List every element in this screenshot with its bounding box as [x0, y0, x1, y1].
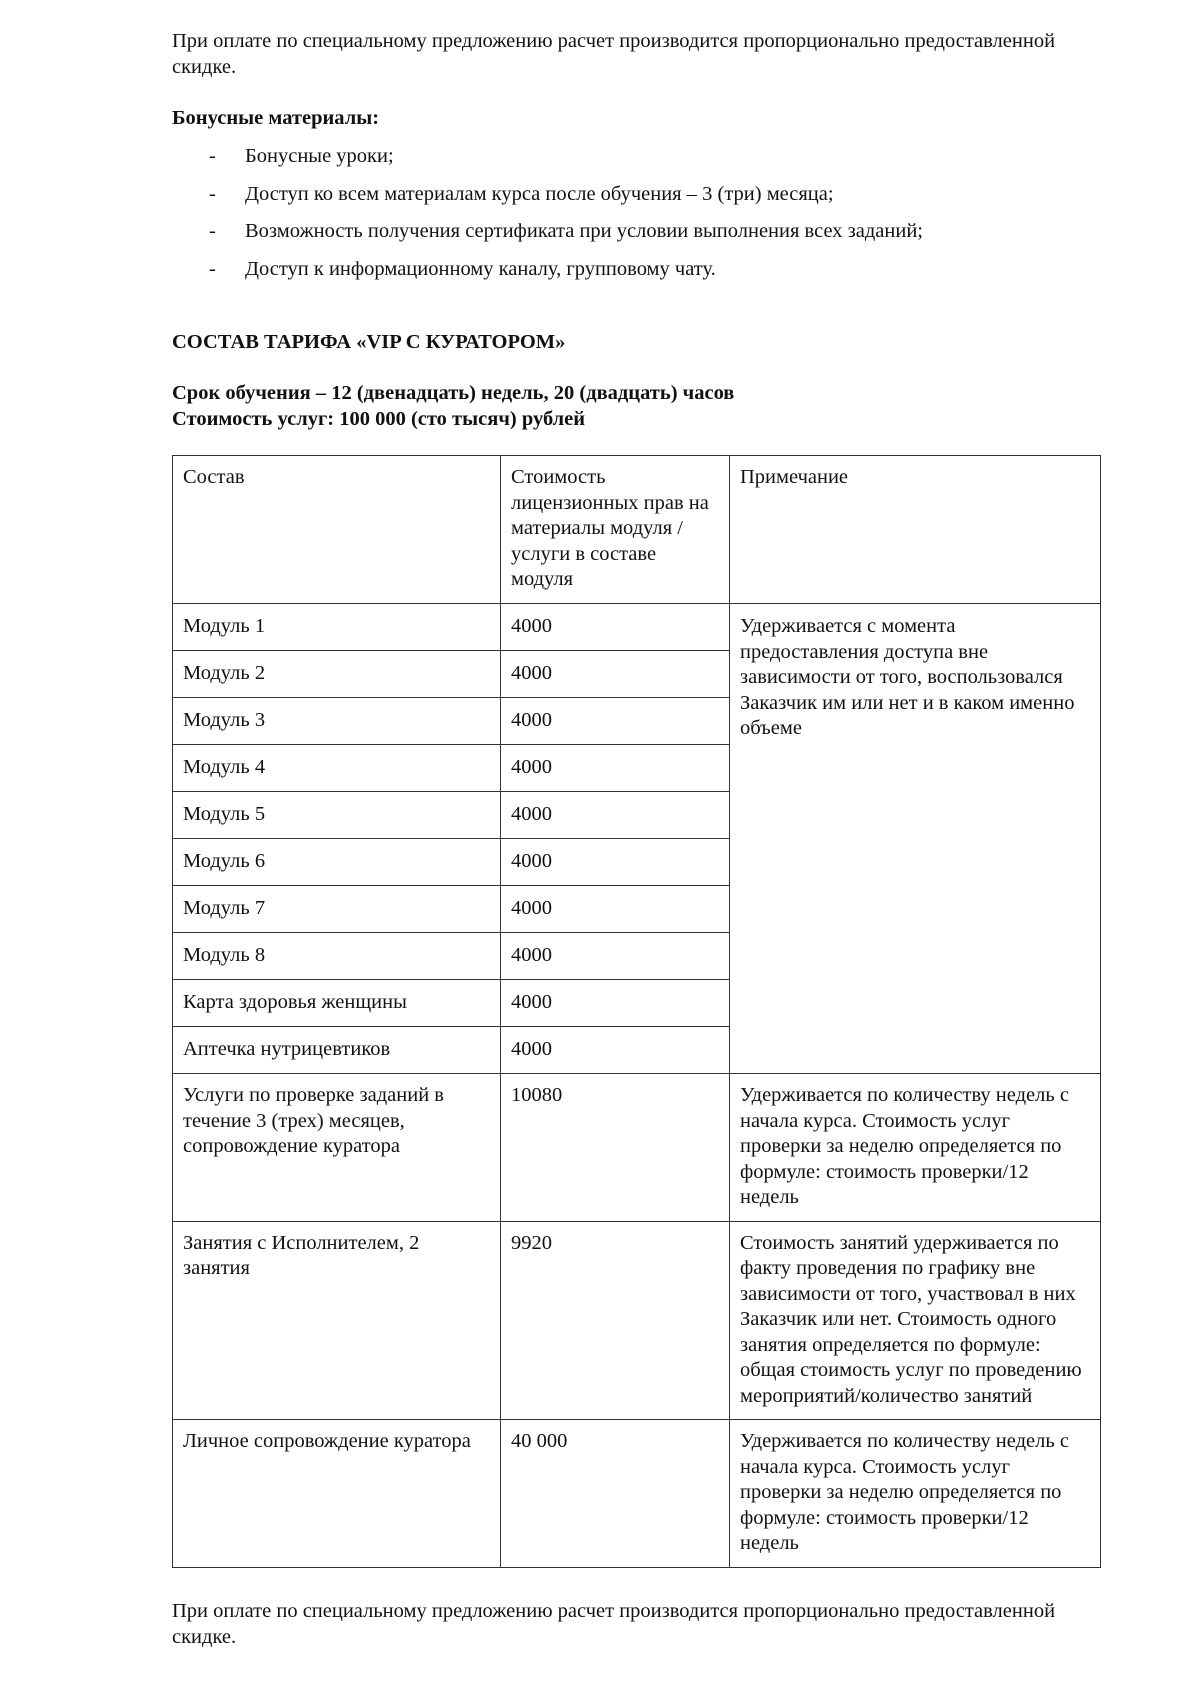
row-cost: 4000	[501, 1027, 730, 1074]
row-name: Карта здоровья женщины	[173, 980, 501, 1027]
row-cost: 4000	[501, 886, 730, 933]
row-cost: 4000	[501, 839, 730, 886]
row-name: Модуль 5	[173, 792, 501, 839]
row-cost: 40 000	[501, 1420, 730, 1568]
row-cost: 4000	[501, 651, 730, 698]
table-row-service	[173, 1221, 1101, 1420]
tariff-table	[172, 455, 1101, 1568]
header-composition: Состав	[173, 456, 501, 604]
intro-note: При оплате по специальному предложению расчет производится пропорционально предоставленной скидке.	[172, 30, 1056, 78]
table-row-service	[173, 1074, 1101, 1222]
table-row-service	[173, 1420, 1101, 1568]
row-note: Удерживается по количеству недель с начала курса. Стоимость услуг проверки за неделю определяется по формуле: стоимость проверки/12 недель	[730, 1074, 1101, 1222]
row-name: Модуль 8	[173, 933, 501, 980]
bonus-item-text: Доступ ко всем материалам курса после обучения – 3 (три) месяца;	[245, 182, 834, 205]
row-cost: 10080	[501, 1074, 730, 1222]
row-cost: 4000	[501, 698, 730, 745]
row-cost: 9920	[501, 1221, 730, 1420]
row-cost: 4000	[501, 792, 730, 839]
tariff-price: Стоимость услуг: 100 000 (сто тысяч) рублей	[172, 408, 586, 430]
bullet-dash: -	[209, 182, 216, 205]
row-name: Модуль 2	[173, 651, 501, 698]
bonus-item	[172, 181, 1102, 219]
document-page	[172, 28, 1102, 1650]
table-header-row	[173, 456, 1101, 604]
row-cost: 4000	[501, 980, 730, 1027]
bonus-item-text: Доступ к информационному каналу, групповому чату.	[245, 257, 716, 280]
header-cost: Стоимость лицензионных прав на материалы модуля / услуги в составе модуля	[501, 456, 730, 604]
row-cost: 4000	[501, 933, 730, 980]
header-note: Примечание	[730, 456, 1101, 604]
footer-note: При оплате по специальному предложению расчет производится пропорционально предоставленной скидке.	[172, 1599, 1056, 1648]
tariff-duration: Срок обучения – 12 (двенадцать) недель, 20 (двадцать) часов	[172, 382, 735, 404]
bullet-dash: -	[209, 145, 216, 167]
bonus-item-text: Возможность получения сертификата при условии выполнения всех заданий;	[245, 220, 924, 242]
bonus-item	[172, 256, 1102, 294]
tariff-title: СОСТАВ ТАРИФА «VIP С КУРАТОРОМ»	[172, 331, 566, 353]
bonus-item	[172, 143, 1102, 181]
row-name: Аптечка нутрицевтиков	[173, 1027, 501, 1074]
bullet-dash: -	[209, 257, 216, 280]
bonus-item-text: Бонусные уроки;	[245, 145, 394, 167]
row-name: Модуль 7	[173, 886, 501, 933]
row-name: Модуль 3	[173, 698, 501, 745]
bonus-item	[172, 218, 1102, 256]
row-cost: 4000	[501, 745, 730, 792]
row-note: Стоимость занятий удерживается по факту проведения по графику вне зависимости от того, участвовал в них Заказчик или нет. Стоимость одного занятия определяется по формуле: общая стоимость услуг по проведению мероприятий/количество занятий	[730, 1221, 1101, 1420]
row-name: Модуль 4	[173, 745, 501, 792]
bullet-dash: -	[209, 220, 216, 242]
row-name: Модуль 1	[173, 604, 501, 651]
bonus-list	[172, 143, 1102, 293]
row-name: Модуль 6	[173, 839, 501, 886]
table-row	[173, 604, 1101, 651]
row-cost: 4000	[501, 604, 730, 651]
row-name: Личное сопровождение куратора	[173, 1420, 501, 1568]
module-note: Удерживается с момента предоставления доступа вне зависимости от того, воспользовался Заказчик им или нет и в каком именно объеме	[730, 604, 1101, 1074]
tariff-terms	[172, 380, 1102, 432]
row-name: Занятия с Исполнителем, 2 занятия	[173, 1221, 501, 1420]
bonus-title: Бонусные материалы:	[172, 107, 380, 129]
row-note: Удерживается по количеству недель с начала курса. Стоимость услуг проверки за неделю определяется по формуле: стоимость проверки/12 недель	[730, 1420, 1101, 1568]
row-name: Услуги по проверке заданий в течение 3 (трех) месяцев, сопровождение куратора	[173, 1074, 501, 1222]
